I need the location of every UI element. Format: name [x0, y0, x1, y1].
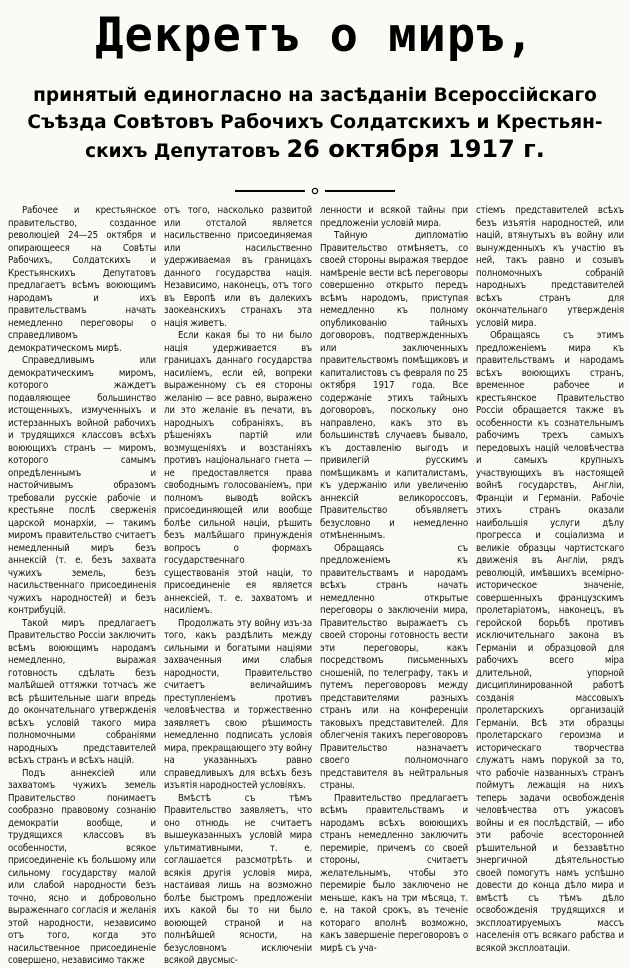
- subtitle-line-2: Съѣзда Совѣтовъ Рабочихъ Солдатскихъ и Крестьян-: [27, 112, 603, 133]
- paragraph: Справедливымъ или демократическимъ миромъ, которого жаждетъ подавляющее большинство истощенныхъ, измученныхъ и истерзанныхъ войной рабочихъ и трудящихся классовъ всѣхъ воюющихъ странъ — миромъ, которого самымъ опредѣленнымъ и настойчивымъ образомъ требовали русскіе рабочіе и крестьяне послѣ сверженія царской монархіи, — такимъ миромъ правительство считаетъ немедленный миръ безъ аннексій (т. е. безъ захвата чужихъ земель, безъ насильственнаго присоединенія чужихъ народностей) и безъ контрибуцій.: [8, 355, 156, 616]
- text-column-2: [164, 205, 312, 966]
- subtitle-line-3-prefix: скихъ Депутатовъ: [85, 141, 281, 162]
- decree-date: 26 октября 1917 г.: [286, 135, 545, 163]
- paragraph: Вмѣстѣ съ тѣмъ Правительство заявляетъ, что оно отнюдь не считаетъ вышеуказанныхъ условій мира ультимативными, т. е. соглашается разсмотрѣть и всякія другія условія мира, настаивая лишь на возможно болѣе быстромъ предложеніи ихъ какой бы то ни было воюющей страной и на полнѣйшей ясности, на безусловномъ исключеніи всякой двусмыс-: [164, 792, 312, 966]
- paragraph: стіемъ представителей всѣхъ безъ изъятія народностей, или націй, втянутыхъ въ войну или вынужденныхъ къ участію въ ней, такъ равно и созывъ полномочныхъ собраній народныхъ представителей всѣхъ странъ для окончательнаго утвержденія условій мира.: [476, 205, 624, 329]
- text-column-4: [476, 205, 624, 954]
- paragraph: Продолжать эту войну изъ-за того, какъ раздѣлить между сильными и богатыми націями захваченныя ими слабыя народности, Правительство считаетъ величайшимъ преступленіемъ противъ человѣчества и торжественно заявляетъ свою рѣшимость немедленно подписать условія мира, прекращающего эту войну на указанныхъ равно справедливыхъ для всѣхъ безъ изъятія народностей условіяхъ.: [164, 617, 312, 791]
- paragraph: Обращаясь съ этимъ предложеніемъ мира къ правительствамъ и народамъ всѣхъ воюющихъ странъ, временное рабочее и крестьянское Правительство Россіи обращается также въ особенности къ сознательнымъ рабочимъ трехъ самыхъ передовыхъ націй человѣчества и самыхъ крупныхъ участвующихъ въ настоящей войнѣ государствъ, Англіи, Франціи и Германіи. Рабочіе этихъ странъ оказали наибольшія услуги дѣлу прогресса и соціализма и великіе образцы чартистскаго движенія въ Англіи, рядъ революцій, имѣвшихъ всемірно-историческое значеніе, совершенныхъ французскимъ пролетаріатомъ, наконецъ, въ геройской борьбѣ противъ исключительнаго закона въ Германіи и образцовой для рабочихъ всего міра длительной, упорной дисциплинированной работѣ созданія массовыхъ пролетарскихъ организацій Германіи. Всѣ эти образцы пролетарскаго героизма и историческаго творчества служатъ намъ порукой за то, что рабочіе названныхъ странъ поймутъ лежащія на нихъ теперь задачи освобожденія человѣчества отъ ужасовъ войны и ея послѣдствій, — ибо эти рабочіе всесторонней рѣшительной и беззавѣтно энергичной дѣятельностью своей помогутъ намъ успѣшно довести до конца дѣло мира и вмѣстѣ съ тѣмъ дѣло освобожденія трудящихся и эксплоатируемыхъ массъ населенія отъ всякаго рабства и всякой эксплоатаціи.: [476, 330, 624, 954]
- text-columns: [8, 205, 624, 966]
- paragraph: Правительство предлагаетъ всѣмъ правительствамъ и народамъ всѣхъ воюющихъ странъ немедленно заключить перемиріе, причемъ со своей стороны, считаетъ желательнымъ, чтобы это перемиріе было заключено не меньше, какъ на три мѣсяца, т. е. на такой срокъ, въ теченіе котораго вполнѣ возможно, какъ завершеніе переговоровъ о мирѣ съ уча-: [320, 792, 468, 954]
- paragraph: Подъ аннексіей или захватомъ чужихъ земель Правительство понимаетъ сообразно правовому сознанію демократіи вообще, и трудящихся классовъ въ особенности, всякое присоединеніе къ большому или сильному государству малой или слабой народности безъ точно, ясно и добровольно выраженнаго согласія и желанія этой народности, независимо отъ того, когда это насильственное присоединеніе совершено, независимо также: [8, 767, 156, 966]
- paragraph: отъ того, насколько развитой или отсталой является насильственно присоединяемая или насильственно удерживаемая въ границахъ данного государства нація. Независимо, наконецъ, отъ того въ Европѣ или въ далекихъ заокеанскихъ странахъ эта нація живетъ.: [164, 205, 312, 329]
- paragraph: Обращаясь съ предложеніемъ къ правительствамъ и народамъ всѣхъ странъ начать немедленно открытые переговоры о заключеніи мира, Правительство выражаетъ съ своей стороны готовность вести эти переговоры, какъ посредствомъ письменныхъ сношеній, по телеграфу, такъ и путемъ переговоровъ между представителями разныхъ странъ или на конференціи таковыхъ представителей. Для облегченія такихъ переговоровъ Правительство назначаетъ своего полномочнаго представителя въ нейтральныя страны.: [320, 542, 468, 791]
- decree-subtitle: [8, 82, 622, 165]
- divider-ornament: [235, 186, 395, 196]
- subtitle-line-3: [8, 136, 622, 165]
- paragraph: ленности и всякой тайны при предложеніи условій мира.: [320, 205, 468, 229]
- paragraph: Тайную дипломатію Правительство отмѣняетъ, со своей стороны выражая твердое намѣреніе вести всѣ переговоры совершенно открыто передъ всѣмъ народомъ, приступая немедленно къ полному опубликованію тайныхъ договоровъ, подтвержденныхъ или заключенныхъ правительствомъ помѣщиковъ и капиталистовъ съ февраля по 25 октября 1917 года. Все содержаніе этихъ тайныхъ договоровъ, поскольку оно направлено, какъ это въ большинствѣ случаевъ бывало, къ доставленію выгодъ и привилегій русскимъ помѣщикамъ и капиталистамъ, къ удержанію или увеличенію аннексій великороссовъ, Правительство объявляетъ безусловно и немедленно отмѣненнымъ.: [320, 230, 468, 541]
- subtitle-line-1: принятый единогласно на засѣданіи Всероссійскаго: [33, 85, 597, 106]
- paragraph: Если какая бы то ни было нація удерживается въ границахъ даннаго государства насиліемъ, если ей, вопреки выраженному съ ея стороны желанію — все равно, выражено ли это желаніе въ печати, въ народныхъ собраніяхъ, въ рѣшеніяхъ партій или возмущеніяхъ и возстаніяхъ противъ національнаго гнета — не предоставляется права свободнымъ голосованіемъ, при полномъ выводѣ войскъ присоединяющей или вообще болѣе сильной націи, рѣшить безъ малѣйшаго принужденія вопросъ о формахъ государственнаго существованія этой націи, то присоединеніе ея является аннексіей, т. е. захватомъ и насиліемъ.: [164, 330, 312, 616]
- paragraph: Такой миръ предлагаетъ Правительство Россіи заключить всѣмъ воюющимъ народамъ немедленно, выражая готовность сдѣлать безъ малѣйшей оттяжки тотчасъ же всѣ рѣшительные шаги впредь до окончательнаго утвержденія всѣхъ условій такого мира полномочными собраніями народныхъ представителей всѣхъ странъ и всѣхъ націй.: [8, 617, 156, 766]
- text-column-3: [320, 205, 468, 954]
- paragraph: Рабочее и крестьянское правительство, созданное революціей 24—25 октября и опирающееся на Совѣты Рабочихъ, Солдатскихъ и Крестьянскихъ Депутатовъ предлагаетъ всѣмъ воюющимъ народамъ и ихъ правительствамъ начать немедленно переговоры о справедливомъ демократическомъ мирѣ.: [8, 205, 156, 354]
- text-column-1: [8, 205, 156, 966]
- decree-headline: Декретъ о миръ,: [95, 8, 535, 63]
